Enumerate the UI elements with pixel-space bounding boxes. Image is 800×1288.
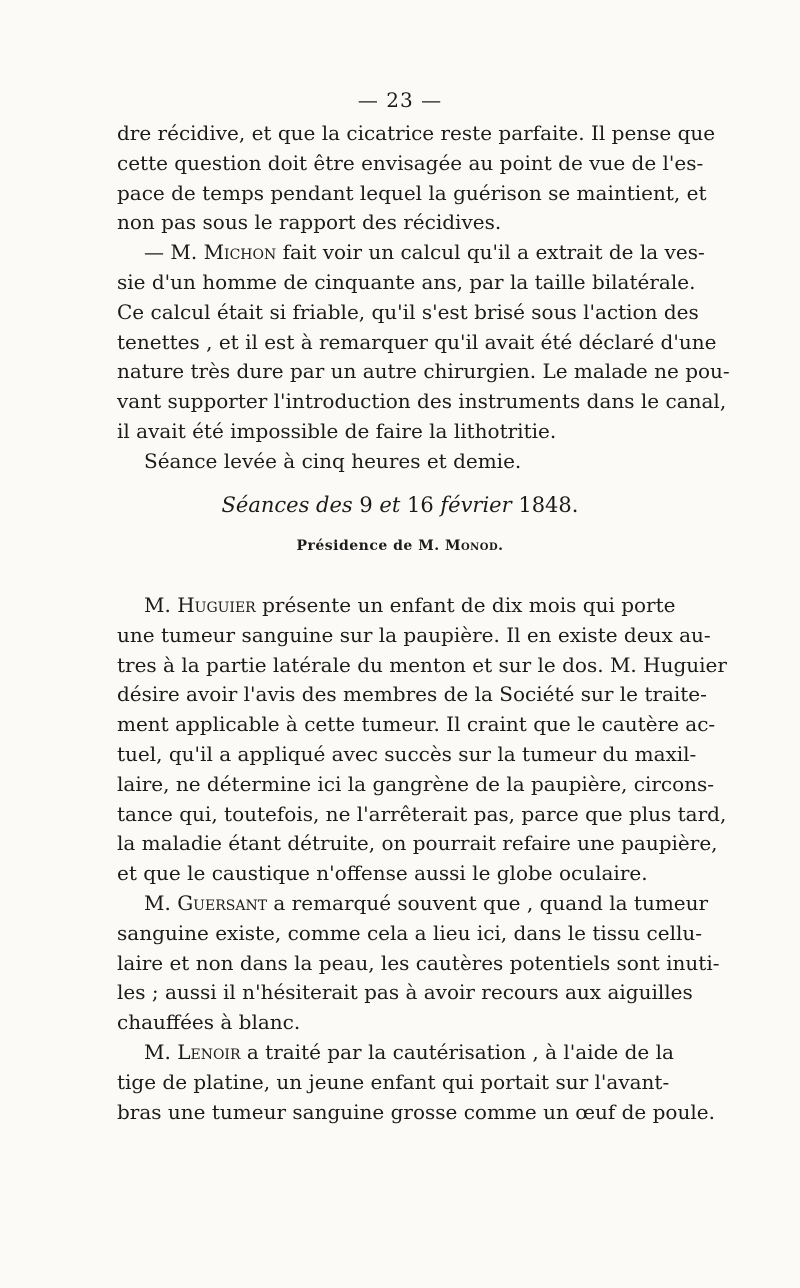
text-line: laire, ne détermine ici la gangrène de la paupière, circons- — [117, 771, 715, 796]
text-line: les ; aussi il n'hésiterait pas à avoir recours aux aiguilles — [117, 980, 693, 1005]
text-line: sanguine existe, comme cela a lieu ici, dans le tissu cellu- — [117, 920, 703, 945]
person-name-monod: Monod. — [444, 538, 504, 554]
text-line: bras une tumeur sanguine grosse comme un œuf de poule. — [117, 1099, 715, 1124]
person-name-guersant: Guersant — [177, 890, 268, 915]
text-line: nature très dure par un autre chirurgien. Le malade ne pou- — [117, 359, 730, 384]
text-line: tenettes , et il est à remarquer qu'il avait été déclaré d'une — [117, 329, 717, 354]
text-line: tance qui, toutefois, ne l'arrêterait pas, parce que plus tard, — [117, 801, 727, 826]
text-line: chauffées à blanc. — [117, 1010, 301, 1035]
text-line: tige de platine, un jeune enfant qui portait sur l'avant- — [117, 1069, 670, 1094]
text-block-bottom — [117, 591, 727, 1127]
page-number: — 23 — — [357, 88, 443, 112]
text-line: tres à la partie latérale du menton et sur le dos. M. Huguier — [117, 652, 727, 677]
paragraph-huguier-first-line: M. Huguier présente un enfant de dix mois qui porte — [144, 593, 676, 617]
text-line: la maladie étant détruite, on pourrait refaire une paupière, — [117, 831, 718, 856]
text-line: une tumeur sanguine sur la paupière. Il en existe deux au- — [117, 622, 711, 647]
text-line: vant supporter l'introduction des instruments dans le canal, — [117, 389, 727, 414]
text-line: et que le caustique n'offense aussi le globe oculaire. — [117, 861, 648, 886]
text-line: tuel, qu'il a appliqué avec succès sur la tumeur du maxil- — [117, 741, 697, 766]
text-line: désire avoir l'avis des membres de la Société sur le traite- — [117, 682, 707, 707]
text-line: laire et non dans la peau, les cautères potentiels sont inuti- — [117, 950, 720, 975]
text-line: ment applicable à cette tumeur. Il craint que le cautère ac- — [117, 712, 716, 737]
text-block-top — [117, 119, 730, 477]
text-line: cette question doit être envisagée au point de vue de l'es- — [117, 150, 704, 175]
paragraph-lenoir-first-line: M. Lenoir a traité par la cautérisation , à l'aide de la — [144, 1039, 674, 1064]
text-line: il avait été impossible de faire la lithotritie. — [117, 418, 557, 443]
seance-levee-line: Séance levée à cinq heures et demie. — [144, 448, 522, 473]
text-line: Ce calcul était si friable, qu'il s'est brisé sous l'action des — [117, 299, 699, 324]
text-line: non pas sous le rapport des récidives. — [117, 210, 502, 235]
person-name-lenoir: Lenoir — [177, 1039, 241, 1064]
paragraph-guersant-first-line: M. Guersant a remarqué souvent que , quand la tumeur — [144, 890, 709, 915]
person-name-huguier: Huguier — [177, 593, 256, 617]
paragraph-michon-first-line: — M. Michon fait voir un calcul qu'il a extrait de la ves- — [144, 240, 705, 265]
text-line: pace de temps pendant lequel la guérison se maintient, et — [117, 180, 707, 205]
person-name-michon: Michon — [203, 240, 277, 265]
text-line: dre récidive, et que la cicatrice reste parfaite. Il pense que — [117, 121, 716, 145]
text-line: sie d'un homme de cinquante ans, par la taille bilatérale. — [117, 269, 696, 294]
presidence-line: Présidence de M. Monod. — [296, 538, 504, 554]
section-heading: Séances des 9 et 16 février 1848. — [221, 493, 579, 517]
